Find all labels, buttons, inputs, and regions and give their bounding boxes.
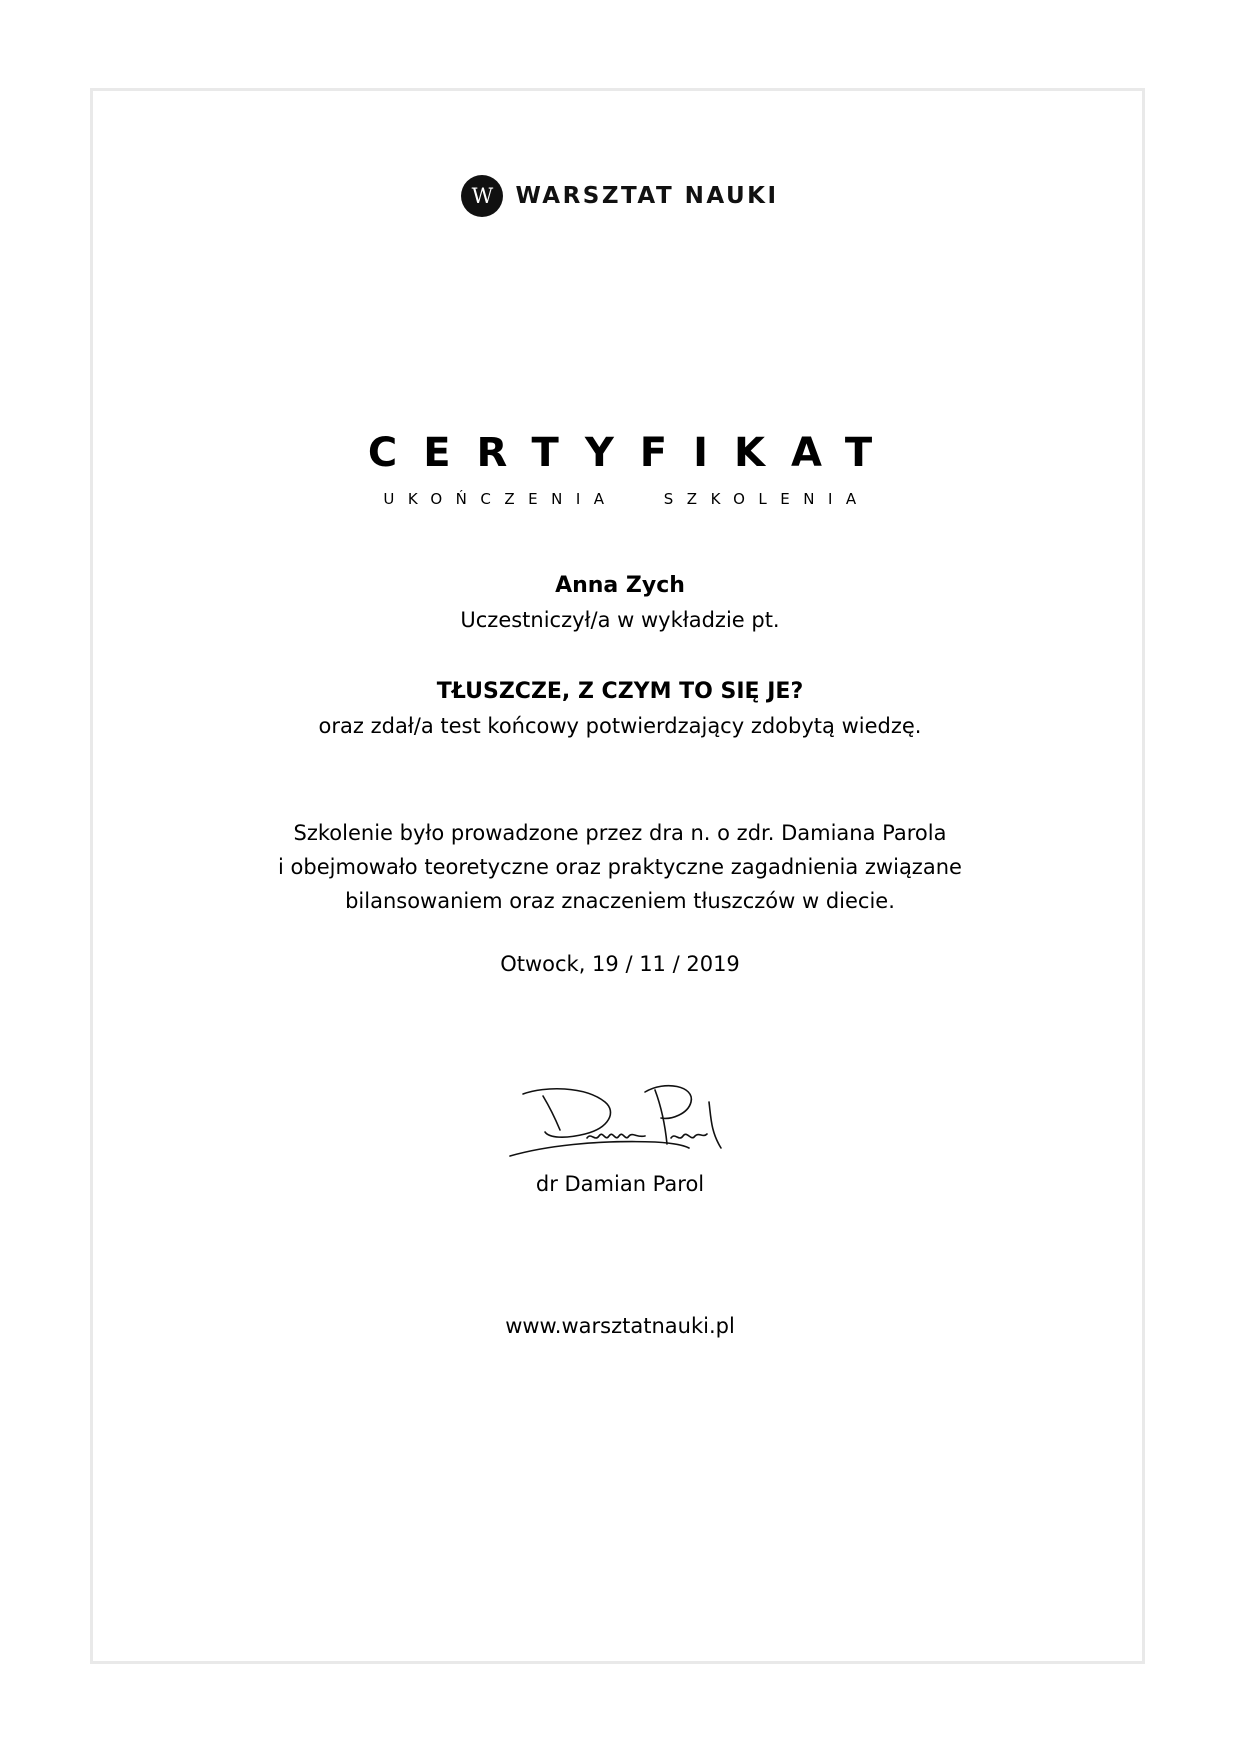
recipient-name: Anna Zych (555, 573, 685, 598)
signer-name: dr Damian Parol (535, 1172, 705, 1196)
handwritten-signature (505, 1072, 735, 1162)
w-circle-logo-icon (461, 175, 503, 217)
description-line: bilansowaniem oraz znaczeniem tłuszczów w diecie. (345, 889, 895, 913)
certificate-title: CERTYFIKAT (367, 430, 899, 476)
description-line: Szkolenie było prowadzone przez dra n. o zdr. Damiana Parola (293, 821, 947, 845)
place-and-date: Otwock, 19 / 11 / 2019 (500, 952, 740, 976)
brand-name: WARSZTAT NAUKI (515, 183, 779, 209)
brand-logo (0, 174, 1240, 218)
lecture-title: TŁUSZCZE, Z CZYM TO SIĘ JE? (436, 679, 804, 704)
website-url: www.warsztatnauki.pl (505, 1314, 735, 1338)
test-passed-text: oraz zdał/a test końcowy potwierdzający zdobytą wiedzę. (318, 714, 922, 738)
certificate-subtitle: UKOŃCZENIA SZKOLENIA (383, 490, 870, 508)
participation-text: Uczestniczył/a w wykładzie pt. (460, 608, 780, 632)
training-description (0, 816, 1240, 918)
description-line: i obejmowało teoretyczne oraz praktyczne zagadnienia związane (278, 855, 962, 879)
logo-mark-letter: W (471, 184, 494, 208)
